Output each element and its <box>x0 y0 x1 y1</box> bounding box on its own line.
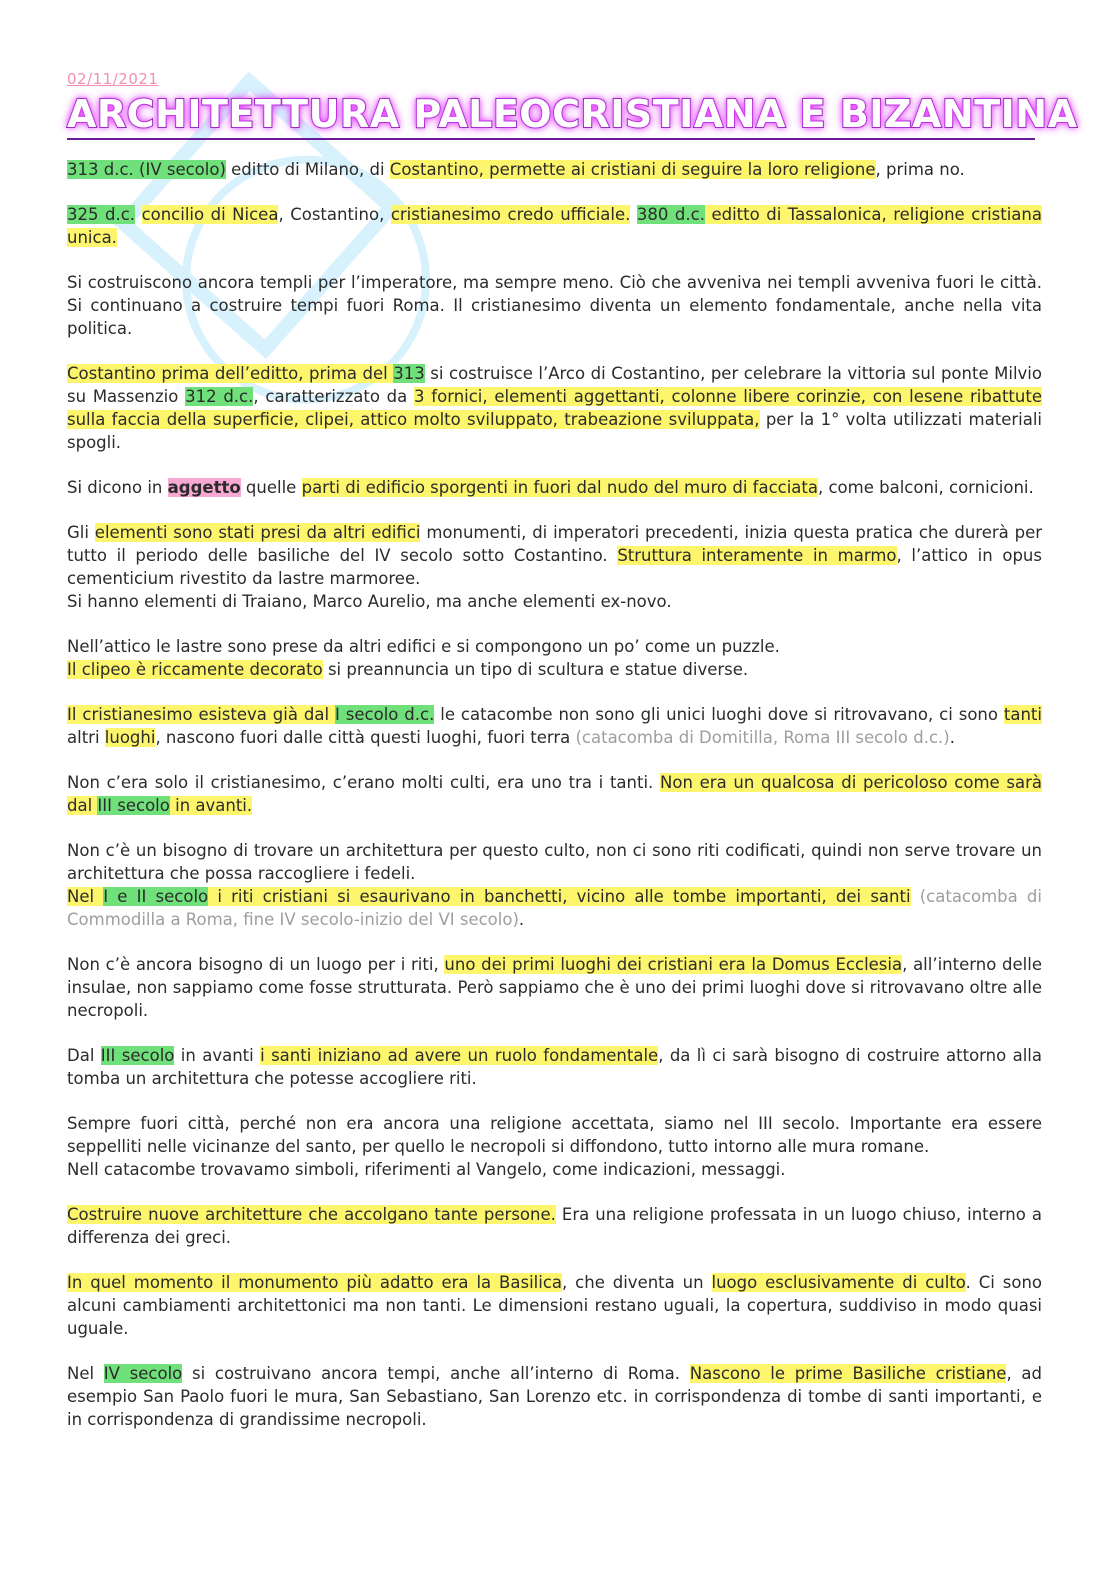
document-date: 02/11/2021 <box>67 70 159 88</box>
highlight-pink: aggetto <box>167 478 241 497</box>
paragraph <box>67 1203 1042 1249</box>
highlight-yellow: in avanti. <box>169 796 253 815</box>
text-segment: , all’interno delle insulae, non sappiamo come fosse strutturata. Però sappiamo che è uno dei primi luoghi dove si ritrovavano oltre alle necropoli. <box>67 955 1042 1020</box>
paragraph <box>67 1044 1042 1090</box>
text-segment: , ad esempio San Paolo fuori le mura, San Sebastiano, San Lorenzo etc. in corrispondenza di tombe di santi importanti, e in corrispondenza di grandissime necropoli. <box>67 1364 1043 1429</box>
text-segment: le catacombe non sono gli unici luoghi dove si ritrovavano, ci sono <box>434 705 1004 724</box>
document-page <box>67 70 1078 1453</box>
text-segment: . <box>949 728 955 747</box>
highlight-yellow: editto di Tassalonica, religione cristiana unica. <box>67 205 1042 247</box>
highlight-green: I secolo d.c. <box>335 705 435 724</box>
highlight-yellow: cristianesimo credo ufficiale. <box>390 205 631 224</box>
text-segment: Non c’era solo il cristianesimo, c’erano molti culti, era uno tra i tanti. <box>67 773 661 792</box>
text-segment: Si hanno elementi di Traiano, Marco Aurelio, ma anche elementi ex-novo. <box>67 592 672 611</box>
text-segment: , Costantino, <box>278 205 391 224</box>
text-segment <box>911 887 920 906</box>
text-segment: monumenti, di imperatori precedenti, inizia questa pratica che durerà per tutto il periodo delle basiliche del IV secolo sotto Costantino. <box>67 523 1043 565</box>
text-segment: Sempre fuori città, perché non era ancora una religione accettata, siamo nel III secolo. Importante era essere seppelliti nelle vicinanze del santo, per quello le necropoli si diffondono, tutto intorno alle mura romane. <box>67 1114 1042 1156</box>
highlight-green: 312 d.c. <box>185 387 254 406</box>
paragraph <box>67 1271 1042 1340</box>
text-segment: , prima no. <box>875 160 965 179</box>
text-segment: Nel <box>67 1364 104 1383</box>
text-segment: , come balconi, cornicioni. <box>818 478 1034 497</box>
text-segment <box>630 205 637 224</box>
text-segment: Si costruiscono ancora templi per l’imperatore, ma sempre meno. Ciò che avveniva nei templi avveniva fuori le città. Si continuano a costruire tempi fuori Roma. Il cristianesimo diventa un elemento fondamentale, anche nella vita politica. <box>67 273 1042 338</box>
text-segment: , nascono fuori dalle città questi luoghi, fuori terra <box>155 728 576 747</box>
highlight-green: 313 d.c. (IV secolo) <box>67 160 226 179</box>
highlight-green: IV secolo <box>103 1364 183 1383</box>
highlight-yellow: Costantino, permette ai cristiani di seguire la loro religione <box>389 160 876 179</box>
text-segment: Non c’è un bisogno di trovare un architettura per questo culto, non ci sono riti codificati, quindi non serve trovare un architettura che possa raccogliere i fedeli. <box>67 841 1042 883</box>
text-segment: Gli <box>67 523 95 542</box>
text-segment: si preannuncia un tipo di scultura e statue diverse. <box>322 660 749 679</box>
highlight-yellow: i riti cristiani si esaurivano in banchetti, vicino alle tombe importanti, dei santi <box>208 887 911 906</box>
text-segment: si costruisce l’Arco di Costantino, per celebrare la vittoria sul ponte Milvio su Massenzio <box>67 364 1042 406</box>
text-segment: Era una religione professata in un luogo chiuso, interno a differenza dei greci. <box>67 1205 1042 1247</box>
paragraph <box>67 953 1042 1022</box>
highlight-yellow: Il cristianesimo esisteva già dal <box>67 705 335 724</box>
highlight-yellow: Nascono le prime Basiliche cristiane <box>689 1364 1007 1383</box>
text-segment: Dal <box>67 1046 101 1065</box>
highlight-yellow: luogo esclusivamente di culto <box>711 1273 966 1292</box>
text-segment: , da lì ci sarà bisogno di costruire attorno alla tomba un architettura che potesse accogliere riti. <box>67 1046 1042 1088</box>
paragraph <box>67 362 1042 454</box>
highlight-green: 313 <box>393 364 425 383</box>
text-segment: , l’attico in opus cementicium rivestito da lastre marmoree. <box>67 546 1042 588</box>
paragraph <box>67 703 1042 749</box>
highlight-yellow: In quel momento il monumento più adatto era la Basilica <box>67 1273 563 1292</box>
paragraph <box>67 158 1042 181</box>
text-segment: Nell’attico le lastre sono prese da altri edifici e si compongono un po’ come un puzzle. <box>67 637 780 656</box>
paragraph <box>67 1112 1042 1181</box>
paragraph <box>67 1362 1042 1431</box>
text-segment: si costruivano ancora tempi, anche all’interno di Roma. <box>182 1364 690 1383</box>
text-segment: , che diventa un <box>562 1273 712 1292</box>
paragraph <box>67 839 1042 931</box>
gray-note: (catacomba di Domitilla, Roma III secolo d.c.) <box>575 728 950 747</box>
text-segment: altri <box>67 728 105 747</box>
paragraph <box>67 203 1042 249</box>
paragraph <box>67 476 1042 499</box>
paragraph <box>67 771 1042 817</box>
highlight-yellow: luoghi <box>104 728 156 747</box>
highlight-yellow: uno dei primi luoghi dei cristiani era la Domus Ecclesia <box>444 955 903 974</box>
highlight-yellow: i santi iniziano ad avere un ruolo fondamentale <box>260 1046 659 1065</box>
highlight-green: 325 d.c. <box>67 205 136 224</box>
highlight-yellow: tanti <box>1003 705 1042 724</box>
paragraph <box>67 635 1042 681</box>
highlight-yellow: concilio di Nicea <box>141 205 279 224</box>
text-segment: editto di Milano, di <box>225 160 390 179</box>
paragraph <box>67 271 1042 340</box>
highlight-yellow: Costantino prima dell’editto, prima del <box>67 364 394 383</box>
text-segment: Nell catacombe trovavamo simboli, riferimenti al Vangelo, come indicazioni, messaggi. <box>67 1160 786 1179</box>
highlight-yellow: 3 fornici, elementi aggettanti, colonne libere corinzie, con lesene ribattute sulla faccia della superficie, clipei, attico molto sviluppato, trabeazione sviluppata, <box>67 387 1042 429</box>
highlight-green: III secolo <box>100 1046 175 1065</box>
text-segment: Si dicono in <box>67 478 168 497</box>
text-segment: Non c’è ancora bisogno di un luogo per i riti, <box>67 955 445 974</box>
highlight-green: III secolo <box>97 796 170 815</box>
highlight-yellow: Il clipeo è riccamente decorato <box>67 660 323 679</box>
highlight-green: 380 d.c. <box>636 205 705 224</box>
text-segment: . <box>518 910 525 929</box>
highlight-yellow: parti di edificio sporgenti in fuori dal nudo del muro di facciata <box>301 478 818 497</box>
text-segment: per la 1° volta utilizzati materiali spogli. <box>67 410 1042 452</box>
highlight-yellow: elementi sono stati presi da altri edifici <box>94 523 421 542</box>
document-body <box>67 158 1042 1431</box>
document-title: ARCHITETTURA PALEOCRISTIANA E BIZANTINA <box>67 92 1035 140</box>
text-segment <box>135 205 142 224</box>
highlight-yellow: Costruire nuove architetture che accolgano tante persone. <box>67 1205 556 1224</box>
gray-note: (catacomba di Commodilla a Roma, fine IV secolo-inizio del VI secolo) <box>67 887 1042 929</box>
highlight-yellow: Nel <box>67 887 104 906</box>
highlight-green: I e II secolo <box>103 887 209 906</box>
highlight-yellow: Non era un qualcosa di pericoloso come sarà dal <box>67 773 1043 815</box>
text-segment: , caratterizzato da <box>253 387 415 406</box>
highlight-yellow: Struttura interamente in marmo <box>617 546 897 565</box>
paragraph <box>67 521 1042 613</box>
text-segment: in avanti <box>174 1046 261 1065</box>
text-segment: . Ci sono alcuni cambiamenti architettonici ma non tanti. Le dimensioni restano uguali, la copertura, suddiviso in modo quasi uguale. <box>67 1273 1042 1338</box>
text-segment: quelle <box>240 478 302 497</box>
